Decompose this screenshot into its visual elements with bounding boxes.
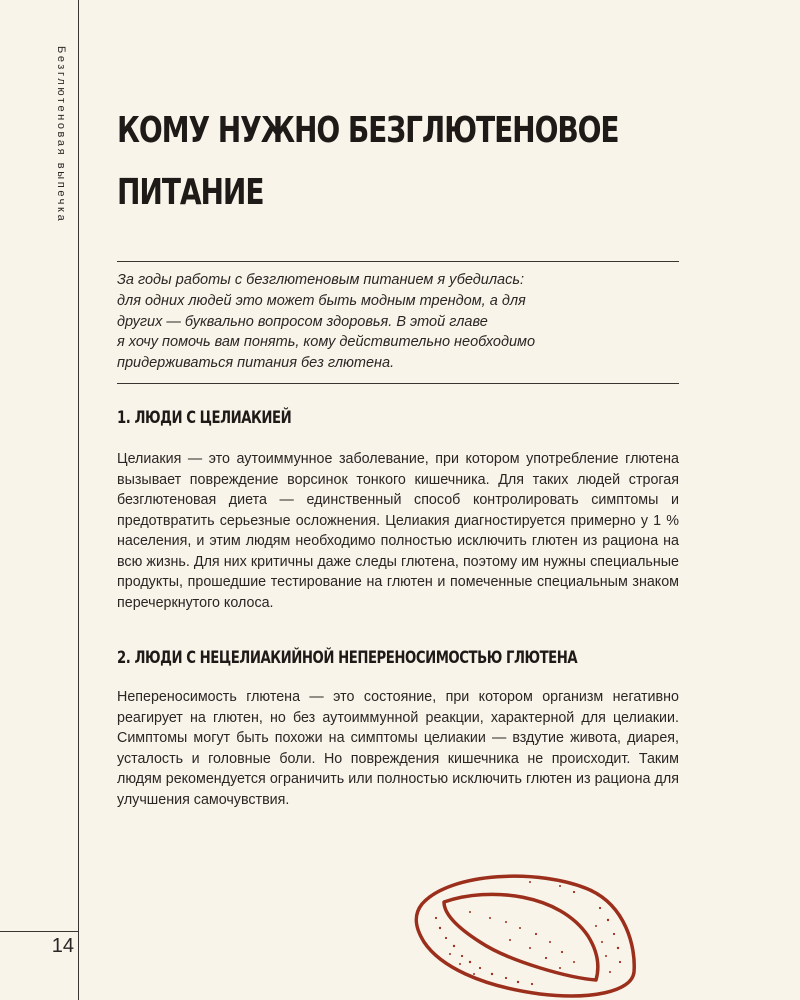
lead-top-rule (117, 261, 679, 262)
lead-line: придерживаться питания без глютена. (117, 355, 395, 372)
lead-line: я хочу помочь вам понять, кому действительно необходимо (117, 334, 536, 351)
lead-line: За годы работы с безглютеновым питанием я убедилась: (117, 272, 524, 288)
section-heading-celiac: 1. ЛЮДИ С ЦЕЛИАКИЕЙ (117, 408, 292, 428)
page-title-line-2: ПИТАНИЕ (117, 172, 264, 213)
lead-bottom-rule (117, 383, 679, 384)
sidebar-divider (78, 0, 79, 1000)
section-text-intolerance: Непереносимость глютена — это состояние, при котором организм негативно реагирует на глютен, но без аутоиммунной реакции, характерной для целиакии. Симптомы могут быть похожи на симптомы целиакии — вздутие живота, диарея, усталость и головные боли. Но повреждения кишечника не происходит. Таким людям рекомендуется ограничить или полностью исключить глютен из рациона для улучшения самочувствия. (117, 689, 679, 808)
lead-line: других — буквально вопросом здоровья. В этой главе (117, 313, 488, 330)
page-number: 14 (51, 935, 74, 957)
almond-icon (410, 868, 640, 1000)
lead-paragraph (117, 270, 679, 374)
section-heading-intolerance: 2. ЛЮДИ С НЕЦЕЛИАКИЙНОЙ НЕПЕРЕНОСИМОСТЬЮ ГЛЮТЕНА (117, 648, 578, 668)
page-number-divider (0, 931, 78, 932)
section-text-celiac: Целиакия — это аутоиммунное заболевание, при котором употребление глютена вызывает повреждение ворсинок тонкого кишечника. Для таких людей строгая безглютеновая диета — единственный способ контролировать симптомы и предотвратить серьезные осложнения. Целиакия диагностируется примерно у 1 % населения, и этим людям необходимо полностью исключить глютен из рациона на всю жизнь. Для них критичны даже следы глютена, поэтому им нужны специальные продукты, прошедшие тестирование на глютен и помеченные специальным знаком перечеркнутого колоса. (117, 451, 679, 611)
lead-line: для одних людей это может быть модным трендом, а для (117, 292, 526, 309)
running-title: Безглютеновая выпечка (55, 46, 67, 224)
page-title (117, 100, 619, 224)
page-title-line-1: КОМУ НУЖНО БЕЗГЛЮТЕНОВОЕ (117, 110, 619, 151)
